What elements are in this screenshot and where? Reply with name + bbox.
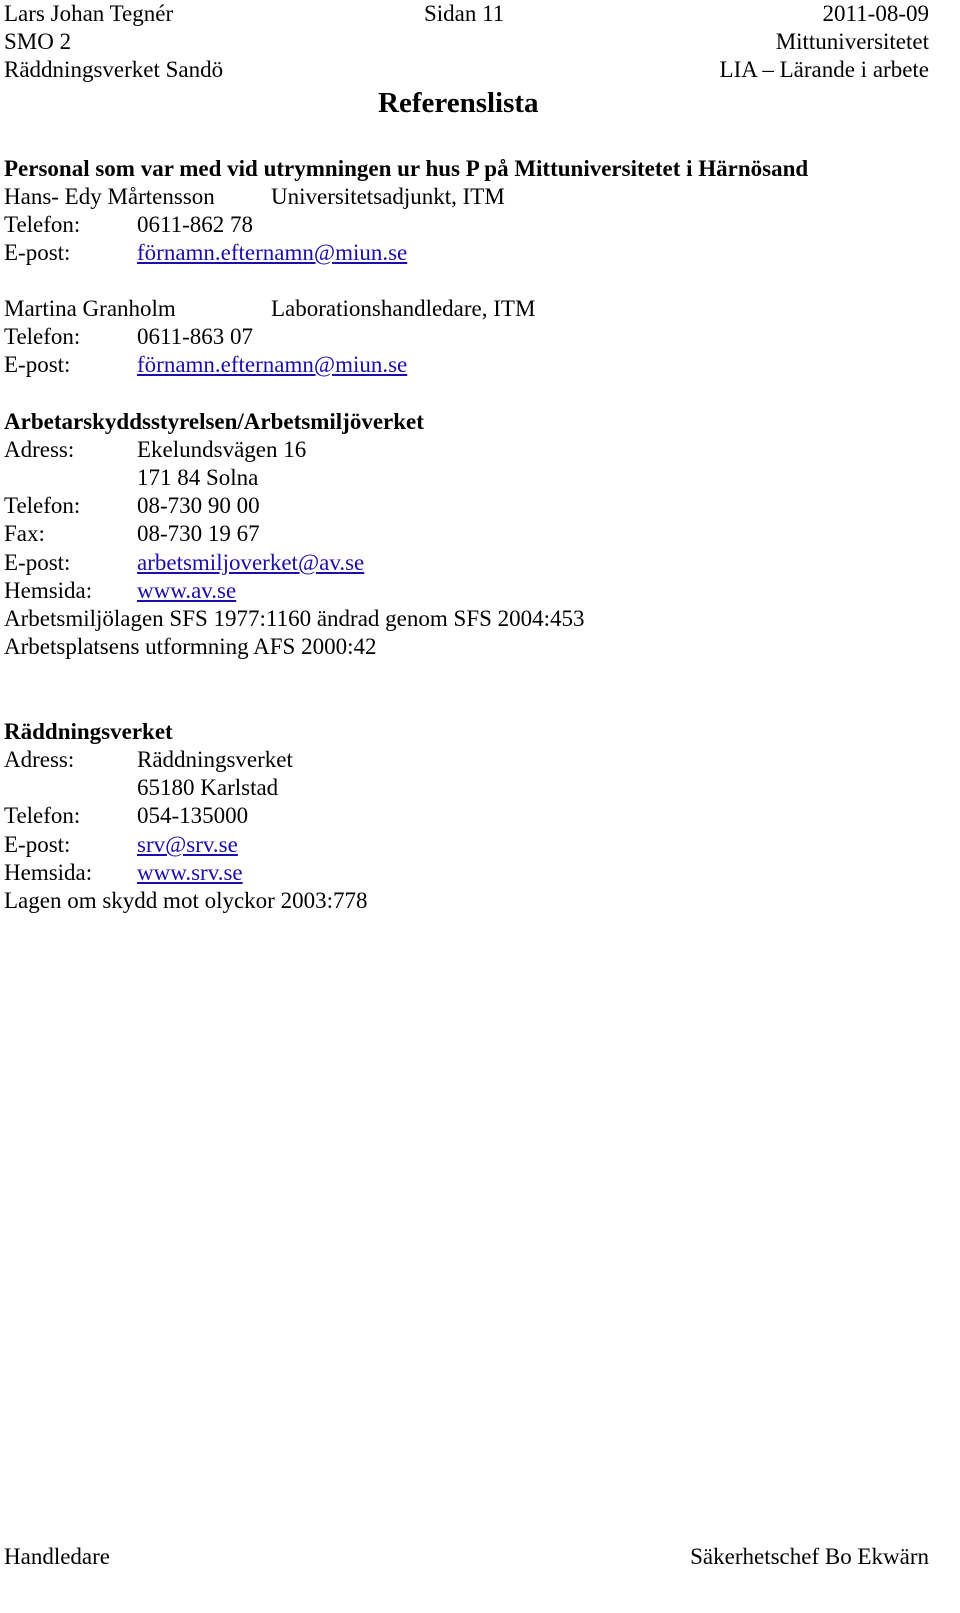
footer-supervisor-label: Handledare bbox=[4, 1544, 110, 1569]
personnel-heading: Personal som var med vid utrymningen ur hus P på Mittuniversitetet i Härnösand bbox=[4, 156, 809, 181]
fax-label: Fax: bbox=[4, 521, 45, 546]
av-address-line2: 171 84 Solna bbox=[137, 465, 259, 490]
phone-label: Telefon: bbox=[4, 324, 81, 349]
av-law-reference: Arbetsmiljölagen SFS 1977:1160 ändrad genom SFS 2004:453 bbox=[4, 606, 585, 631]
phone-label: Telefon: bbox=[4, 212, 81, 237]
header-university: Mittuniversitetet bbox=[775, 29, 929, 54]
header-workplace: Räddningsverket Sandö bbox=[4, 57, 224, 82]
address-label: Adress: bbox=[4, 437, 75, 462]
address-label: Adress: bbox=[4, 747, 75, 772]
srv-law-reference: Lagen om skydd mot olyckor 2003:778 bbox=[4, 888, 368, 913]
av-address-line1: Ekelundsvägen 16 bbox=[137, 437, 307, 462]
email-label: E-post: bbox=[4, 240, 71, 265]
page-title: Referenslista bbox=[378, 87, 539, 119]
header-course: SMO 2 bbox=[4, 29, 72, 54]
email-label: E-post: bbox=[4, 832, 71, 857]
srv-address-line2: 65180 Karlstad bbox=[137, 775, 279, 800]
person-phone: 0611-863 07 bbox=[137, 324, 254, 349]
srv-address-line1: Räddningsverket bbox=[137, 747, 293, 772]
av-phone: 08-730 90 00 bbox=[137, 493, 260, 518]
phone-label: Telefon: bbox=[4, 493, 81, 518]
phone-label: Telefon: bbox=[4, 803, 81, 828]
website-label: Hemsida: bbox=[4, 860, 93, 885]
person-role: Universitetsadjunkt, ITM bbox=[271, 184, 505, 209]
header-page-number: Sidan 11 bbox=[424, 1, 505, 26]
email-label: E-post: bbox=[4, 550, 71, 575]
header-author: Lars Johan Tegnér bbox=[4, 1, 174, 26]
person-role: Laborationshandledare, ITM bbox=[271, 296, 536, 321]
av-email-link[interactable]: arbetsmiljoverket@av.se bbox=[137, 550, 365, 575]
header-date: 2011-08-09 bbox=[822, 1, 929, 26]
srv-website-link[interactable]: www.srv.se bbox=[137, 860, 243, 885]
srv-phone: 054-135000 bbox=[137, 803, 249, 828]
footer-signatory: Säkerhetschef Bo Ekwärn bbox=[690, 1544, 929, 1569]
person-name: Martina Granholm bbox=[4, 296, 176, 321]
email-label: E-post: bbox=[4, 352, 71, 377]
person-email-link[interactable]: förnamn.efternamn@miun.se bbox=[137, 240, 408, 265]
av-heading: Arbetarskyddsstyrelsen/Arbetsmiljöverket bbox=[4, 409, 424, 434]
av-fax: 08-730 19 67 bbox=[137, 521, 260, 546]
av-website-link[interactable]: www.av.se bbox=[137, 578, 237, 603]
person-email-link[interactable]: förnamn.efternamn@miun.se bbox=[137, 352, 408, 377]
person-name: Hans- Edy Mårtensson bbox=[4, 184, 215, 209]
website-label: Hemsida: bbox=[4, 578, 93, 603]
srv-email-link[interactable]: srv@srv.se bbox=[137, 832, 238, 857]
srv-heading: Räddningsverket bbox=[4, 719, 173, 744]
header-program: LIA – Lärande i arbete bbox=[719, 57, 929, 82]
person-phone: 0611-862 78 bbox=[137, 212, 254, 237]
av-regulation-reference: Arbetsplatsens utformning AFS 2000:42 bbox=[4, 634, 377, 659]
